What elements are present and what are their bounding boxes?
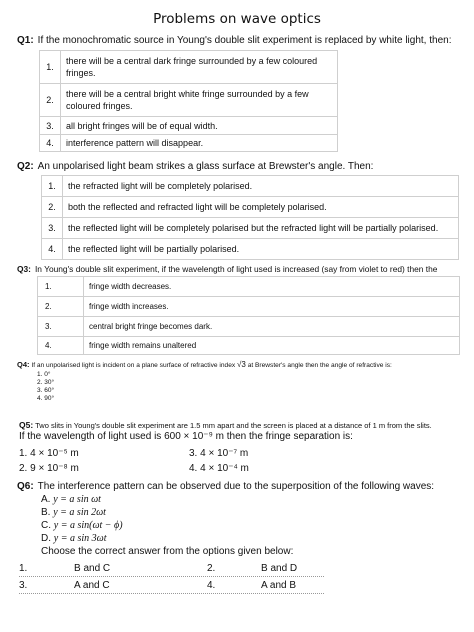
option-row xyxy=(40,51,338,84)
question-1-options xyxy=(39,50,338,152)
option-row xyxy=(38,277,460,297)
option-item: 2. 30° xyxy=(37,379,55,386)
answer-number: 2. xyxy=(207,563,216,574)
option-number: 1. xyxy=(40,51,61,84)
option-text: interference pattern will disappear. xyxy=(61,135,338,152)
option-number: 2. xyxy=(40,84,61,117)
question-text: If the monochromatic source in Young's double slit experiment is replaced by white light, then: xyxy=(37,35,452,46)
option-number: 1. xyxy=(42,176,63,197)
option-text: there will be a central dark fringe surrounded by a few coloured fringes. xyxy=(61,51,338,84)
option-number: 2. xyxy=(38,297,84,317)
option-number: 1. xyxy=(38,277,84,297)
question-text-cont: at Brewster's angle then the angle of refractive is: xyxy=(247,362,392,369)
option-row xyxy=(42,197,459,218)
answer-text: B and C xyxy=(74,563,111,574)
answer-text: A and B xyxy=(261,580,297,591)
option-row xyxy=(38,317,460,337)
wave-option: C. y = a sin(ωt − ϕ) xyxy=(41,520,123,531)
option-row xyxy=(38,337,460,355)
option-text: there will be a central bright white fringe surrounded by a few coloured fringes. xyxy=(61,84,338,117)
option-row xyxy=(42,176,459,197)
answer-divider xyxy=(19,593,324,594)
question-label: Q5: xyxy=(19,420,34,430)
answer-divider xyxy=(19,576,324,577)
option-text: fringe width decreases. xyxy=(84,277,460,297)
option-text: fringe width increases. xyxy=(84,297,460,317)
option-row xyxy=(38,297,460,317)
option-row xyxy=(42,218,459,239)
question-3-options xyxy=(37,276,460,355)
option-text: central bright fringe becomes dark. xyxy=(84,317,460,337)
page-title: Problems on wave optics xyxy=(153,11,321,27)
option-text: the reflected light will be completely polarised but the refracted light will be partially polarised. xyxy=(63,218,459,239)
option-number: 4. xyxy=(40,135,61,152)
option-row xyxy=(40,84,338,117)
option-row xyxy=(40,135,338,152)
wave-option: B. y = a sin 2ωt xyxy=(41,507,106,518)
option-text: the reflected light will be partially polarised. xyxy=(63,239,459,260)
option-row xyxy=(40,117,338,135)
answer-number: 1. xyxy=(19,563,28,574)
option-item: 3. 60° xyxy=(37,387,55,394)
option-number: 4. xyxy=(38,337,84,355)
question-5-line1 xyxy=(19,420,432,430)
option-number: 3. xyxy=(42,218,63,239)
question-3-header xyxy=(17,264,437,274)
question-label: Q1: xyxy=(17,35,34,46)
question-label: Q3: xyxy=(17,264,31,274)
answer-number: 3. xyxy=(19,580,28,591)
question-2-header xyxy=(17,161,373,172)
option-text: fringe width remains unaltered xyxy=(84,337,460,355)
option-number: 2. xyxy=(42,197,63,218)
question-text: The interference pattern can be observed due to the superposition of the following waves: xyxy=(37,481,435,492)
question-label: Q6: xyxy=(17,481,34,492)
option-text: both the reflected and refracted light will be completely polarised. xyxy=(63,197,459,218)
sqrt-symbol: √3 xyxy=(237,360,246,369)
question-label: Q4: xyxy=(17,360,30,369)
question-text: In Young's double slit experiment, if the wavelength of light used is increased (say from violet to red) then the xyxy=(34,264,438,274)
option-item: 4. 4 × 10⁻⁴ m xyxy=(189,463,249,474)
option-item: 4. 90° xyxy=(37,395,55,402)
answer-text: A and C xyxy=(74,580,110,591)
option-text: all bright fringes will be of equal width. xyxy=(61,117,338,135)
question-text: If an unpolarised light is incident on a plane surface of refractive index xyxy=(31,362,236,369)
question-2-options xyxy=(41,175,459,260)
option-row xyxy=(42,239,459,260)
option-text: the refracted light will be completely polarised. xyxy=(63,176,459,197)
question-4-options xyxy=(37,371,54,403)
option-item: 1. 4 × 10⁻⁵ m xyxy=(19,448,79,459)
wave-option: D. y = a sin 3ωt xyxy=(41,533,107,544)
option-item: 2. 9 × 10⁻⁸ m xyxy=(19,463,79,474)
answer-text: B and D xyxy=(261,563,298,574)
option-item: 1. 0° xyxy=(37,371,51,378)
wave-option: A. y = a sin ωt xyxy=(41,494,101,505)
question-6-prompt: Choose the correct answer from the options given below: xyxy=(41,546,294,557)
question-4-header xyxy=(17,361,392,370)
question-text: Two slits in Young's double slit experiment are 1.5 mm apart and the screen is placed at a distance of 1 m from the slits. xyxy=(35,421,432,430)
question-1-header xyxy=(17,35,451,46)
option-item: 3. 4 × 10⁻⁷ m xyxy=(189,448,249,459)
question-6-header xyxy=(17,481,434,492)
question-text: An unpolarised light beam strikes a glass surface at Brewster's angle. Then: xyxy=(37,161,374,172)
option-number: 3. xyxy=(40,117,61,135)
option-number: 4. xyxy=(42,239,63,260)
option-number: 3. xyxy=(38,317,84,337)
answer-number: 4. xyxy=(207,580,216,591)
question-5-line2: If the wavelength of light used is 600 × 10⁻⁹ m then the fringe separation is: xyxy=(19,431,353,442)
question-label: Q2: xyxy=(17,161,34,172)
